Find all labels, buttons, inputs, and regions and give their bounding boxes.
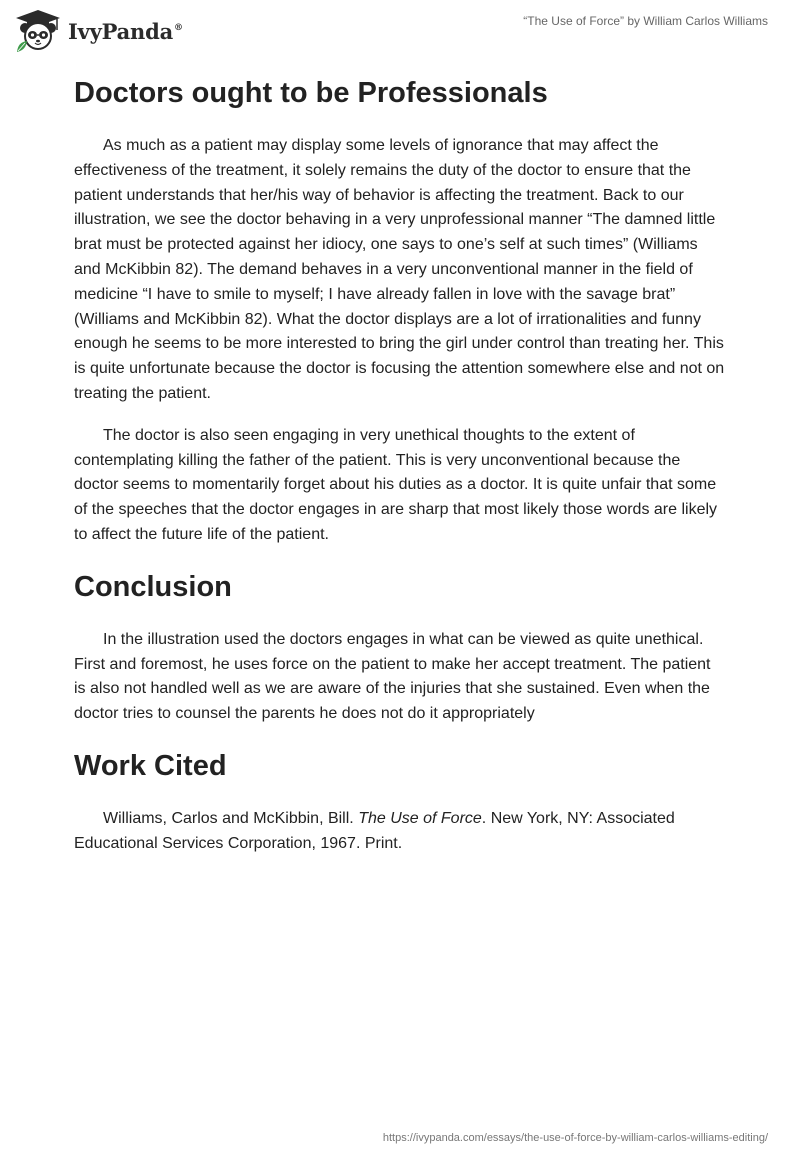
section-heading: Doctors ought to be Professionals xyxy=(74,77,548,109)
brand-name: IvyPanda® xyxy=(68,18,183,44)
page-header xyxy=(0,0,800,70)
section-heading: Work Cited xyxy=(74,749,227,782)
document-title: “The Use of Force” by William Carlos Williams xyxy=(523,14,768,28)
cited-work-title: The Use of Force xyxy=(358,809,482,827)
paragraph: As much as a patient may display some levels of ignorance that may affect the effectiveness of the treatment, it solely remains the duty of the doctor to ensure that the patient understands that her/his way of behavior is affecting the treatment. Back to our illustration, we see the doctor behaving in a very unprofessional manner “The damned little brat must be protected against her idiocy, one says to one’s self at such times” (Williams and McKibbin 82). The demand behaves in a very unconventional manner in the field of medicine “I have to smile to myself; I have already fallen in love with the savage brat” (Williams and McKibbin 82). What the doctor displays are a lot of irrationalities and funny enough he seems to be more interested to bring the girl under control than treating her. This is quite unfortunate because the doctor is focusing the attention somewhere else and not on treating the patient. xyxy=(74,137,725,402)
section-heading: Conclusion xyxy=(74,570,232,603)
source-url[interactable]: https://ivypanda.com/essays/the-use-of-force-by-william-carlos-williams-editing/ xyxy=(382,1132,768,1144)
paragraph: The doctor is also seen engaging in very unethical thoughts to the extent of contemplating killing the father of the patient. This is very unconventional because the doctor seems to momentarily forget about his duties as a doctor. It is quite unfair that some of the speeches that the doctor engages in are sharp that most likely those words are likely to affect the future life of the patient. xyxy=(74,426,718,543)
ivypanda-logo[interactable] xyxy=(14,8,183,54)
citation: Williams, Carlos and McKibbin, Bill. The Use of Force. New York, NY: Associated Educational Services Corporation, 1967. Print. xyxy=(74,809,675,852)
panda-graduate-icon xyxy=(14,8,62,54)
essay-content xyxy=(74,72,726,857)
paragraph: In the illustration used the doctors engages in what can be viewed as quite unethical. First and foremost, he uses force on the patient to make her accept treatment. The patient is also not handled well as we are aware of the injuries that she sustained. Even when the doctor tries to counsel the parents he does not do it appropriately xyxy=(74,630,711,723)
